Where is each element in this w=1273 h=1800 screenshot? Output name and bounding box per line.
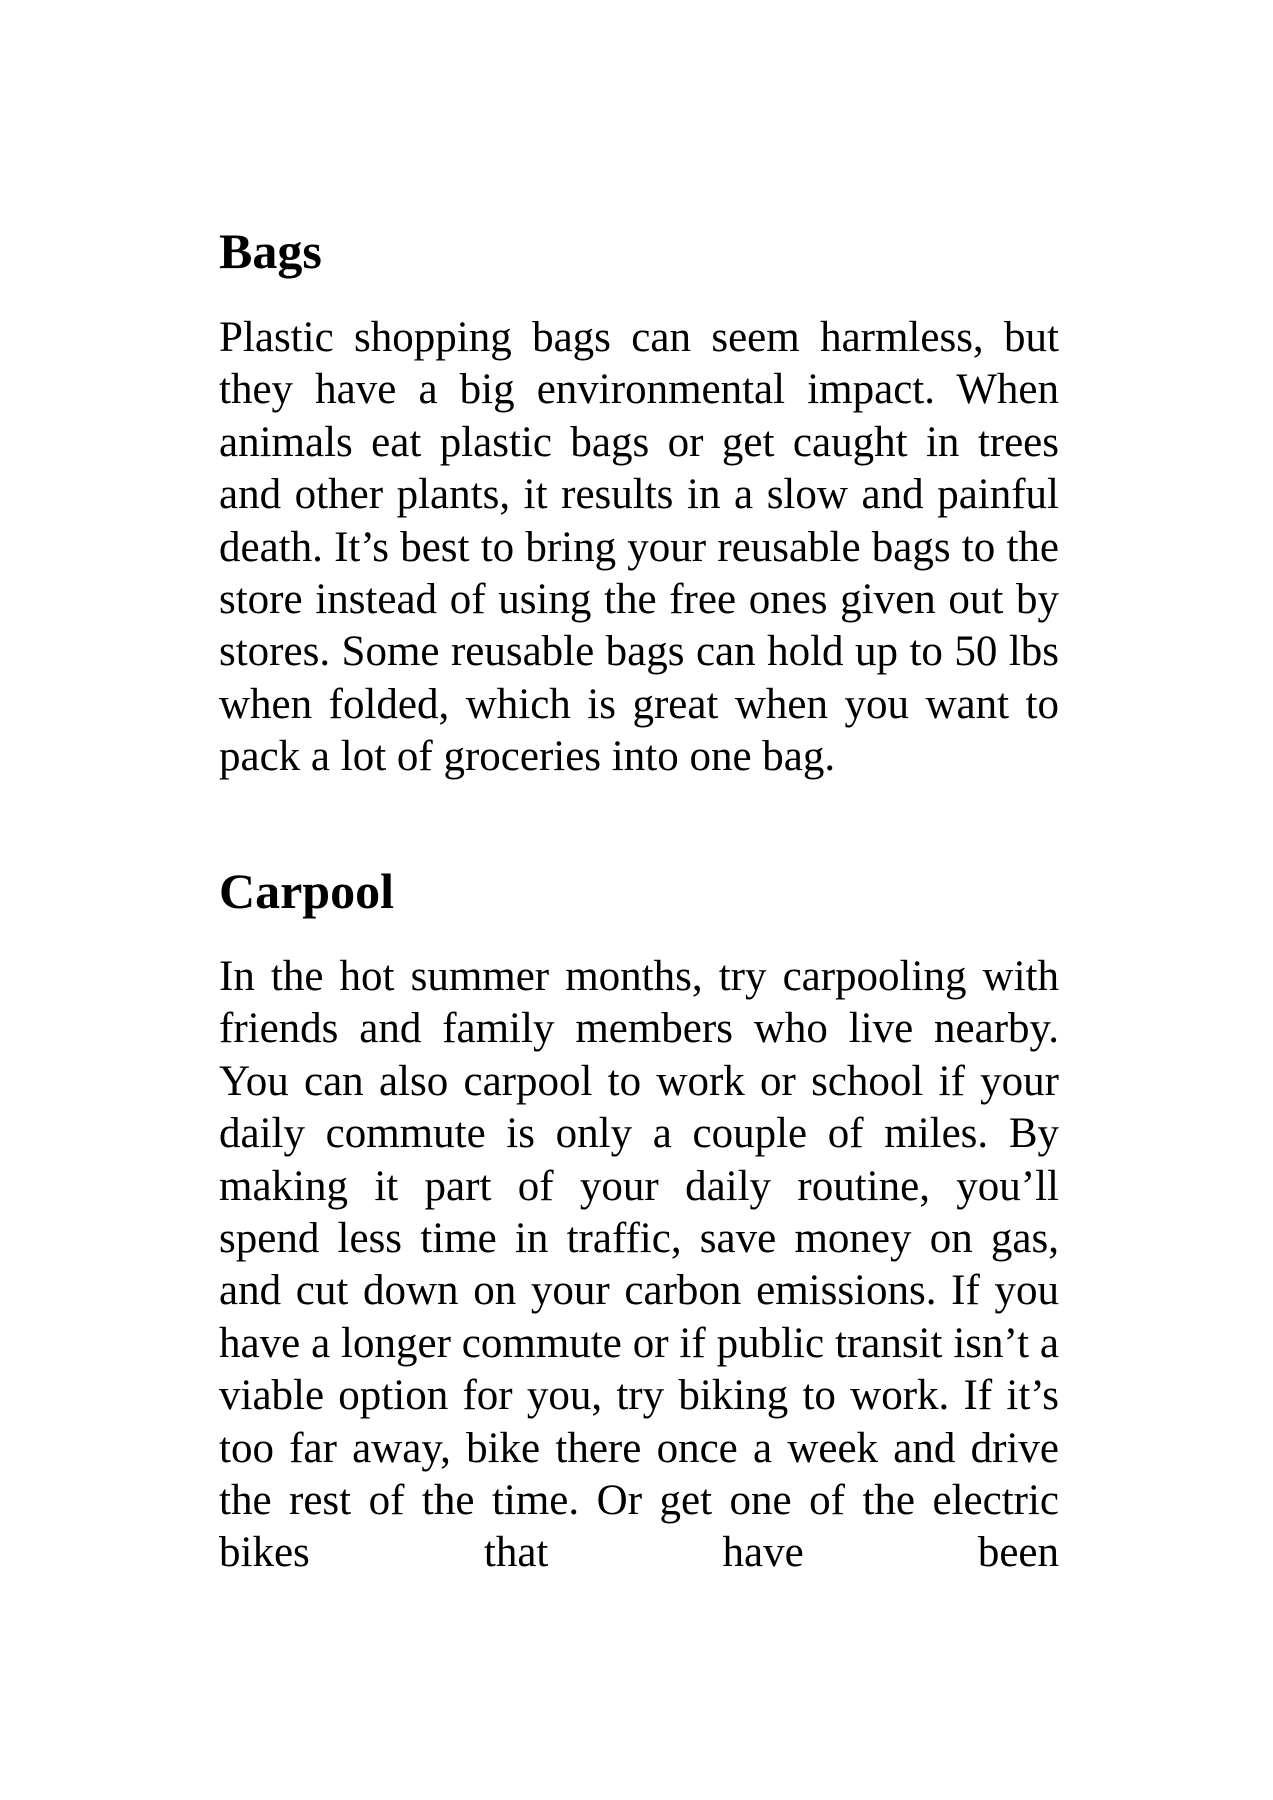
section-heading-bags: Bags	[219, 223, 322, 279]
section-body-carpool: In the hot summer months, try carpooling with friends and family members who live nearby. You can also carpool to work or school if your daily commute is only a couple of miles. By making it part of your daily routine, you’ll spend less time in traffic, save money on gas, and cut down on your carbon emissions. If you have a longer commute or if public transit isn’t a viable option for you, try biking to work. If it’s too far away, bike there once a week and drive the rest of the time. Or get one of the electric bikes that have been	[219, 953, 1059, 1577]
document-page	[219, 0, 1059, 1800]
section-body-bags: Plastic shopping bags can seem harmless, but they have a big environmental impact. When animals eat plastic bags or get caught in trees and other plants, it results in a slow and painful death. It’s best to bring your reusable bags to the store instead of using the free ones given out by stores. Some reusable bags can hold up to 50 lbs when folded, which is great when you want to pack a lot of groceries into one bag.	[219, 314, 1059, 781]
section-heading-carpool: Carpool	[219, 863, 394, 919]
